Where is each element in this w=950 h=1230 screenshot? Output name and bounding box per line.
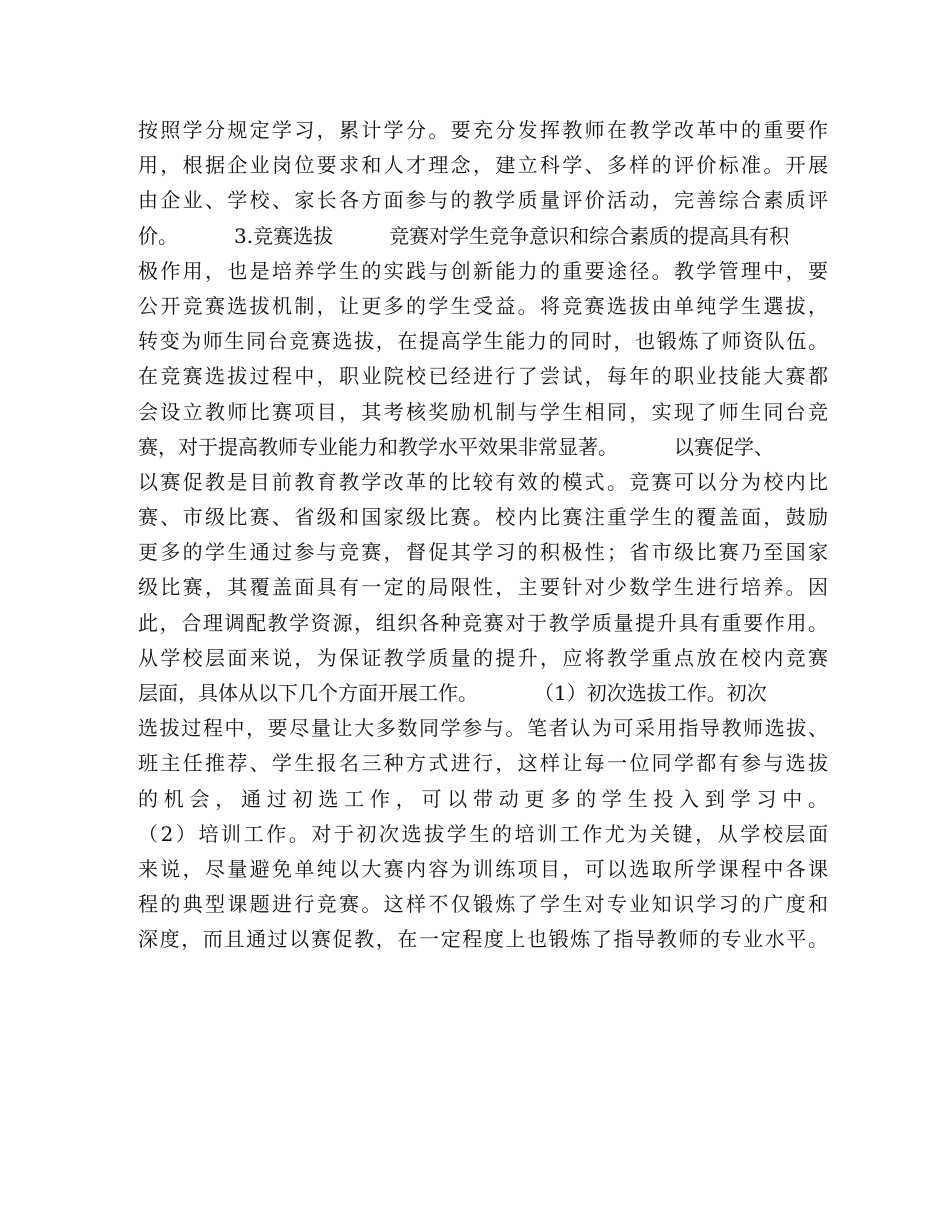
text-line: 赛、市级比赛、省级和国家级比赛。校内比赛注重学生的覆盖面，鼓励 [138, 505, 828, 530]
text-line: 程的典型课题进行竞赛。这样不仅锻炼了学生对专业知识学习的广度和 [138, 892, 828, 917]
text-segment: 以赛促学、 [674, 434, 774, 459]
body-text [138, 113, 828, 958]
text-line: （2）培训工作。对于初次选拔学生的培训工作尤为关键，从学校层面 [138, 821, 828, 846]
text-line: 深度，而且通过以赛促教，在一定程度上也锻炼了指导教师的专业水平。 [138, 927, 828, 952]
text-line: 转变为师生同台竞赛选拔，在提高学生能力的同时，也锻炼了师资队伍。 [138, 329, 828, 354]
text-segment: 赛，对于提高教师专业能力和教学水平效果非常显著。 [138, 434, 618, 459]
text-line [138, 676, 828, 711]
section-heading: 3.竞赛选拔 [234, 223, 334, 248]
text-line [138, 219, 828, 254]
text-line: 从学校层面来说，为保证教学质量的提升，应将教学重点放在校内竞赛 [138, 645, 828, 670]
text-line: 按照学分规定学习，累计学分。要充分发挥教师在教学改革中的重要作 [138, 118, 828, 142]
text-line: 极作用，也是培养学生的实践与创新能力的重要途径。教学管理中，要 [138, 258, 828, 283]
text-line: 此，合理调配教学资源，组织各种竞赛对于教学质量提升具有重要作用。 [138, 610, 828, 635]
text-line: 会设立教师比赛项目，其考核奖励机制与学生相同，实现了师生同台竞 [138, 399, 828, 424]
text-line: 级比赛，其覆盖面具有一定的局限性，主要针对少数学生进行培养。因 [138, 575, 828, 600]
text-line: 班主任推荐、学生报名三种方式进行，这样让每一位同学都有参与选拔 [138, 751, 828, 776]
text-line: 在竞赛选拔过程中，职业院校已经进行了尝试，每年的职业技能大赛都 [138, 364, 828, 389]
text-line: 以赛促教是目前教育教学改革的比较有效的模式。竞赛可以分为校内比 [138, 469, 828, 494]
text-segment: 竞赛对学生竞争意识和综合素质的提高具有积 [389, 223, 790, 248]
text-segment: 价。 [138, 223, 178, 248]
text-line: 的机会，通过初选工作，可以带动更多的学生投入到学习中。 [138, 786, 828, 811]
text-line: 由企业、学校、家长各方面参与的教学质量评价活动，完善综合素质评 [138, 188, 828, 213]
text-line: 选拔过程中，要尽量让大多数同学参与。笔者认为可采用指导教师选拔、 [138, 716, 828, 741]
text-line [138, 430, 828, 465]
text-line: 公开竞赛选拔机制，让更多的学生受益。将竞赛选拔由单纯学生選拔， [138, 293, 828, 318]
text-segment: （1）初次选拔工作。初次 [534, 681, 767, 705]
text-line: 更多的学生通过参与竞赛，督促其学习的积极性；省市级比赛乃至国家 [138, 540, 828, 565]
text-line: 来说，尽量避免单纯以大赛内容为训练项目，可以选取所学课程中各课 [138, 856, 828, 881]
text-segment: 层面，具体从以下几个方面开展工作。 [138, 681, 478, 705]
text-line: 用，根据企业岗位要求和人才理念，建立科学、多样的评价标准。开展 [138, 153, 828, 178]
